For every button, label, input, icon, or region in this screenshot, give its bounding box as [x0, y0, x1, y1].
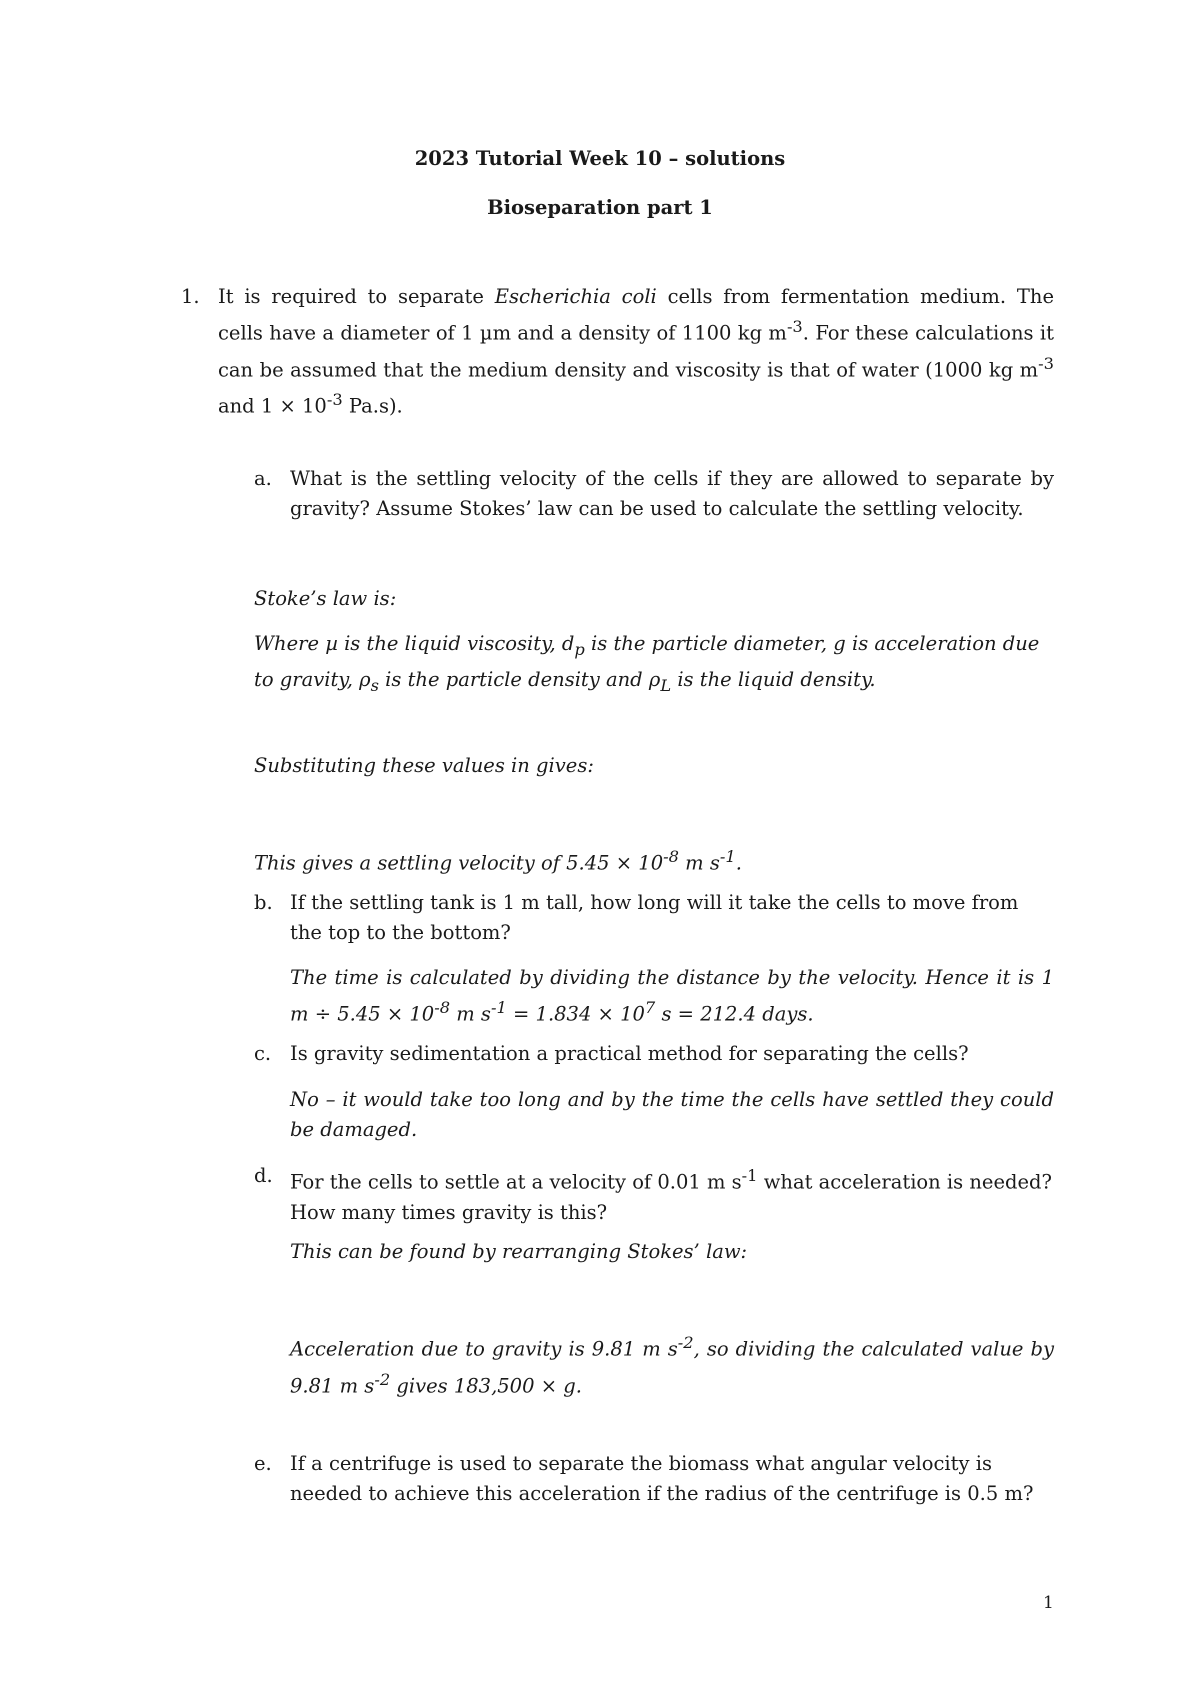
settling-velocity-result: This gives a settling velocity of $5.45 \times 10^{-8}$ m $s^{-1}$.	[254, 847, 742, 875]
part-d-answer: Acceleration due to gravity is 9.81 m $s^{-2}$, so dividing the calculated value by 9.81 m $s^{-2}$ gives 183,500 × g.	[290, 1333, 1055, 1397]
document-subtitle: Bioseparation part 1	[487, 196, 713, 219]
part-b-question: If the settling tank is 1 m tall, how long will it take the cells to move from the top to the bottom?	[290, 891, 1019, 944]
stokes-law-variables: Where µ is the liquid viscosity, $d_p$ is the particle diameter, g is acceleration due to gravity, $\rho_s$ is the particle density and $\rho_L$ is the liquid density.	[254, 632, 1040, 695]
document-title: 2023 Tutorial Week 10 – solutions	[414, 147, 786, 170]
question-1-number: 1.	[181, 285, 200, 308]
part-c-question: Is gravity sedimentation a practical method for separating the cells?	[290, 1042, 969, 1065]
question-1-text: It is required to separate Escherichia coli cells from fermentation medium. The cells have a diameter of 1 µm and a density of 1100 kg $m^{-3}$. For these calculations it can be assumed that the medium density and viscosity is that of water (1000 kg $m^{-3}$ and $1 \times 10^{-3}$ Pa.s).	[218, 285, 1055, 418]
part-d-question: For the cells to settle at a velocity of 0.01 m $s^{-1}$ what acceleration is needed? How many times gravity is this?	[290, 1166, 1052, 1224]
part-e-label: e.	[254, 1452, 272, 1475]
stokes-law-intro: Stoke’s law is:	[254, 587, 397, 610]
part-c-label: c.	[254, 1042, 272, 1065]
part-a-question: What is the settling velocity of the cells if they are allowed to separate by gravity? Assume Stokes’ law can be used to calculate the settling velocity.	[290, 467, 1054, 520]
substituting-values: Substituting these values in gives:	[254, 754, 594, 777]
part-b-answer: The time is calculated by dividing the distance by the velocity. Hence it is 1 $m \div 5.45 \times 10^{-8}$ m $s^{-1} = 1.834 \times 10^7$ s = 212.4 days.	[290, 966, 1054, 1026]
page-number: 1	[1043, 1593, 1054, 1613]
part-d-label: d.	[254, 1164, 273, 1187]
part-a-label: a.	[254, 467, 272, 490]
part-b-label: b.	[254, 891, 273, 914]
part-c-answer: No – it would take too long and by the time the cells have settled they could be damaged.	[290, 1088, 1054, 1141]
rearranging-stokes-law: This can be found by rearranging Stokes’ law:	[290, 1240, 748, 1263]
part-e-question: If a centrifuge is used to separate the biomass what angular velocity is needed to achieve this acceleration if the radius of the centrifuge is 0.5 m?	[290, 1452, 1034, 1505]
